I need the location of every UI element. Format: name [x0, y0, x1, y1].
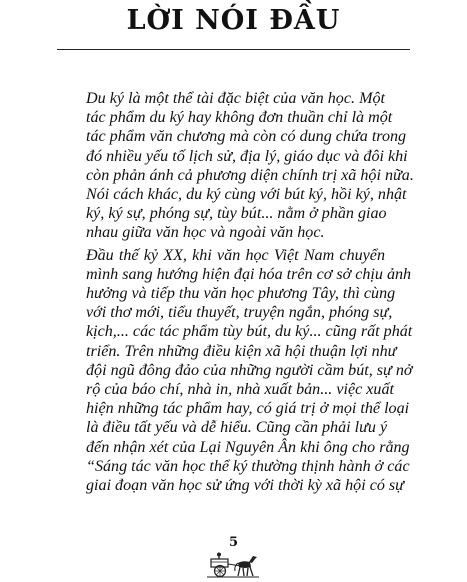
page-number: 5	[228, 535, 239, 550]
text-line: Du ký là một thể tài đặc biệt của văn học. Một	[86, 90, 385, 107]
text-line: giai đoạn văn học sử ứng với thời kỳ xã hội có sự	[86, 477, 404, 495]
horse-cart-ornament-icon	[205, 550, 261, 580]
text-line: Đầu thế kỷ XX, khi văn học Việt Nam chuyển	[86, 246, 385, 264]
text-line: là điều tất yếu và dễ hiểu. Cũng cần phải lưu ý	[86, 419, 388, 437]
text-line: đội ngũ đông đảo của những người cầm bút, sự nở	[86, 361, 413, 379]
text-line: hiện những tác phẩm hay, có giá trị ở mọi thể loại	[86, 400, 410, 418]
text-line: với thơ mới, tiểu thuyết, truyện ngắn, phóng sự,	[86, 304, 393, 322]
text-line: tác phẩm du ký hay không đơn thuần chỉ là một	[86, 109, 393, 127]
text-line: đến nhận xét của Lại Nguyên Ân khi ông cho rằng	[86, 438, 410, 456]
text-line: nhau giữa văn học và ngoài văn học.	[86, 224, 325, 242]
text-line: còn phản ánh cả phương diện chính trị xã hội nữa.	[86, 166, 414, 184]
text-line: tác phẩm văn chương mà còn có dung chứa trong	[86, 128, 407, 146]
title-underline	[57, 49, 410, 50]
text-line: rộ của báo chí, nhà in, nhà xuất bản... việc xuất	[86, 381, 394, 399]
text-line: đó nhiều yếu tố lịch sử, địa lý, giáo dục và đôi khi	[86, 147, 408, 165]
text-line: “Sáng tác văn học thể ký thường thịnh hành ở các	[86, 457, 410, 475]
text-line: Nói cách khác, du ký cùng với bút ký, hồi ký, nhật	[86, 186, 407, 204]
text-line: hưởng và tiếp thu văn học phương Tây, thì cùng	[86, 285, 396, 303]
text-line: triển. Trên những điều kiện xã hội thuận lợi như	[86, 342, 397, 360]
paragraph-1	[86, 89, 414, 243]
paragraph-2	[86, 246, 413, 496]
text-line: mình sang hướng hiện đại hóa trên cơ sở chịu ảnh	[86, 265, 412, 283]
page-title: LỜI NÓI ĐẦU	[126, 5, 341, 36]
body-text	[86, 89, 414, 498]
text-line: kịch,... các tác phẩm tùy bút, du ký... cũng rất phát	[86, 323, 413, 341]
text-line: ký, ký sự, phóng sự, tùy bút... nằm ở phần giao	[86, 205, 387, 223]
